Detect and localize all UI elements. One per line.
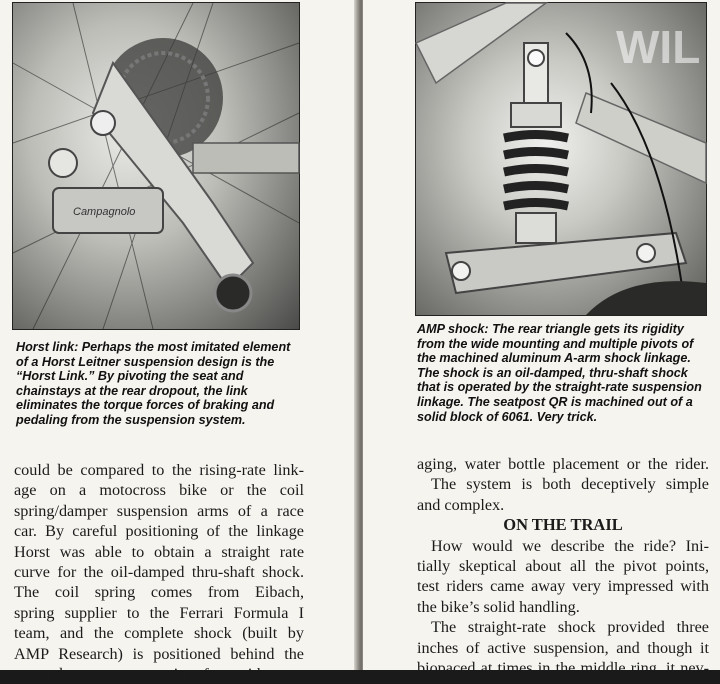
amp-shock-illustration bbox=[416, 3, 706, 315]
body-line: and complex. bbox=[417, 495, 505, 514]
body-line: spring supplier to the Ferrari Formula I bbox=[14, 603, 304, 622]
body-line: team, and the complete shock (built by bbox=[14, 624, 304, 643]
body-line: car. By careful positioning of the linkage bbox=[14, 522, 304, 541]
body-line: aging, water bottle placement or the rider. bbox=[417, 455, 709, 473]
body-line: The system is both deceptively simple bbox=[431, 475, 709, 494]
body-line: How would we describe the ride? Ini- bbox=[431, 536, 709, 555]
body-line: tially skeptical about all the pivot points, bbox=[417, 557, 709, 576]
right-page bbox=[363, 0, 720, 678]
body-line: age on a motocross bike or the coil bbox=[14, 481, 304, 500]
body-line: spring/damper suspension arms of a race bbox=[14, 501, 304, 520]
body-line: biopaced at times in the middle ring, it nev- bbox=[417, 659, 709, 678]
left-body-text bbox=[14, 460, 304, 684]
body-line: The coil spring comes from Eibach, bbox=[14, 583, 304, 602]
section-heading: ON THE TRAIL bbox=[503, 515, 623, 535]
campagnolo-logo: Campagnolo bbox=[73, 206, 136, 218]
body-line: could be compared to the rising-rate link- bbox=[14, 461, 304, 479]
body-line: AMP Research) is positioned behind the bbox=[14, 644, 304, 663]
horst-link-illustration bbox=[13, 3, 299, 329]
horst-link-caption: Horst link: Perhaps the most imitated element of a Horst Leitner suspension design is the “Horst Link.” By pivoting the seat and chainstays at the rear dropout, the link eliminates the torque forces of braking and pedaling from the suspension system. bbox=[16, 340, 291, 427]
body-line: inches of active suspension, and though it bbox=[417, 638, 709, 657]
amp-shock-photo bbox=[415, 2, 707, 316]
body-line: seat tube so as not to interfere with port- bbox=[14, 665, 304, 684]
body-line: Horst was able to obtain a straight rate bbox=[14, 542, 304, 561]
left-page bbox=[0, 0, 357, 684]
magazine-title-fragment: WIL bbox=[616, 21, 701, 73]
body-line: the bike’s solid handling. bbox=[417, 597, 580, 616]
body-line: test riders came away very impressed with bbox=[417, 577, 709, 596]
body-line: The straight-rate shock provided three bbox=[431, 618, 709, 637]
amp-shock-caption: AMP shock: The rear triangle gets its rigidity from the wide mounting and multiple pivots of the machined aluminum A-arm shock linkage. The shock is an oil-damped, thru-shaft shock that is operated by the straight-rate suspension linkage. The seatpost QR is machined out of a solid block of 6061. Very trick. bbox=[417, 322, 702, 424]
body-line: curve for the oil-damped thru-shaft shock. bbox=[14, 563, 304, 582]
horst-link-photo bbox=[12, 2, 300, 330]
right-body-text bbox=[417, 454, 709, 678]
